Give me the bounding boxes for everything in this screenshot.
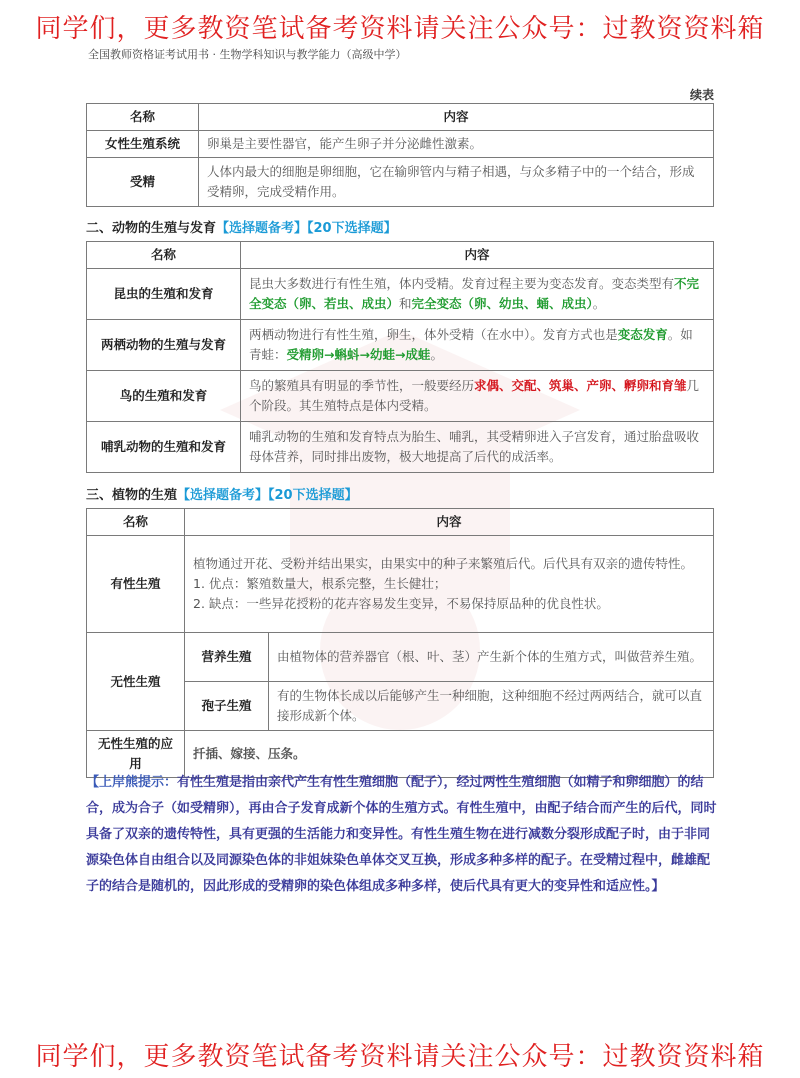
header-name: 名称	[87, 242, 241, 269]
row-content: 昆虫大多数进行有性生殖，体内受精。发育过程主要为变态发育。变态类型有不完全变态（卵、若虫、成虫）和完全变态（卵、幼虫、蛹、成虫）。	[241, 269, 714, 320]
subrow-content: 有的生物体长成以后能够产生一种细胞，这种细胞不经过两两结合，就可以直接形成新个体。	[269, 682, 714, 731]
row-name: 两栖动物的生殖与发育	[87, 320, 241, 371]
section-heading-plant	[86, 484, 358, 503]
table-row	[87, 158, 714, 207]
row-name: 受精	[87, 158, 199, 207]
table-reproductive-continued	[86, 103, 714, 207]
subrow-name: 营养生殖	[185, 633, 269, 682]
row-name: 无性生殖	[87, 633, 185, 731]
table-row	[87, 320, 714, 371]
continued-label: 续表	[689, 88, 714, 102]
row-name: 昆虫的生殖和发育	[87, 269, 241, 320]
row-name: 女性生殖系统	[87, 131, 199, 158]
row-name: 有性生殖	[87, 536, 185, 633]
table-row	[87, 371, 714, 422]
row-content: 人体内最大的细胞是卵细胞，它在输卵管内与精子相遇，与众多精子中的一个结合，形成受精卵，完成受精作用。	[199, 158, 714, 207]
subrow-name: 孢子生殖	[185, 682, 269, 731]
section-tags: 【选择题备考】【20下选择题】	[216, 221, 397, 236]
table-row	[87, 536, 714, 633]
row-content: 植物通过开花、受粉并结出果实，由果实中的种子来繁殖后代。后代具有双亲的遗传特性。 1. 优点：繁殖数量大，根系完整，生长健壮； 2. 缺点：一些异花授粉的花卉容易发生变异，不易保持原品种的优良性状。	[185, 536, 714, 633]
table-row	[87, 633, 714, 682]
row-content: 哺乳动物的生殖和发育特点为胎生、哺乳，其受精卵进入子宫发育，通过胎盘吸收母体营养，同时排出废物，极大地提高了后代的成活率。	[241, 422, 714, 473]
header-name: 名称	[87, 104, 199, 131]
header-content: 内容	[185, 509, 714, 536]
table-plant-reproduction	[86, 508, 714, 778]
tip-box	[86, 770, 720, 900]
promo-banner-bottom: 同学们，更多教资笔试备考资料请关注公众号：过教资资料箱	[35, 1042, 765, 1072]
header-content: 内容	[241, 242, 714, 269]
row-content: 鸟的繁殖具有明显的季节性，一般要经历求偶、交配、筑巢、产卵、孵卵和育雏几个阶段。其生殖特点是体内受精。	[241, 371, 714, 422]
table-animal-reproduction	[86, 241, 714, 473]
header-content: 内容	[199, 104, 714, 131]
section-title: 二、动物的生殖与发育	[86, 221, 217, 236]
row-name: 哺乳动物的生殖和发育	[87, 422, 241, 473]
table-row	[87, 269, 714, 320]
table-row	[87, 131, 714, 158]
row-name: 无性生殖的应用	[87, 731, 185, 778]
row-content: 两栖动物进行有性生殖，卵生，体外受精（在水中）。发育方式也是变态发育。如青蛙：受精卵→蝌蚪→幼蛙→成蛙。	[241, 320, 714, 371]
section-title: 三、植物的生殖	[86, 488, 178, 503]
row-name: 鸟的生殖和发育	[87, 371, 241, 422]
section-heading-animal	[86, 217, 397, 236]
subrow-content: 由植物体的营养器官（根、叶、茎）产生新个体的生殖方式，叫做营养生殖。	[269, 633, 714, 682]
header-name: 名称	[87, 509, 185, 536]
book-subtitle: 全国教师资格证考试用书 · 生物学科知识与教学能力（高级中学）	[88, 48, 407, 61]
promo-banner-top: 同学们，更多教资笔试备考资料请关注公众号：过教资资料箱	[35, 14, 765, 44]
tip-text: 有性生殖是指由亲代产生有性生殖细胞（配子），经过两性生殖细胞（如精子和卵细胞）的结合，成为合子（如受精卵），再由合子发育成新个体的生殖方式。有性生殖中，由配子结合而产生的后代，同时具备了双亲的遗传特性，具有更强的生活能力和变异性。有性生殖生物在进行减数分裂形成配子时，由于非同源染色体自由组合以及同源染色体的非姐妹染色单体交叉互换，形成多种多样的配子。在受精过程中，雌雄配子的结合是随机的，因此形成的受精卵的染色体组成多种多样，使后代具有更大的变异性和适应性。】	[86, 775, 717, 894]
section-tags: 【选择题备考】【20下选择题】	[177, 488, 358, 503]
row-content: 扦插、嫁接、压条。	[185, 731, 714, 778]
row-content: 卵巢是主要性器官，能产生卵子并分泌雌性激素。	[199, 131, 714, 158]
table-row	[87, 422, 714, 473]
tip-label: 【上岸熊提示：	[86, 775, 178, 790]
